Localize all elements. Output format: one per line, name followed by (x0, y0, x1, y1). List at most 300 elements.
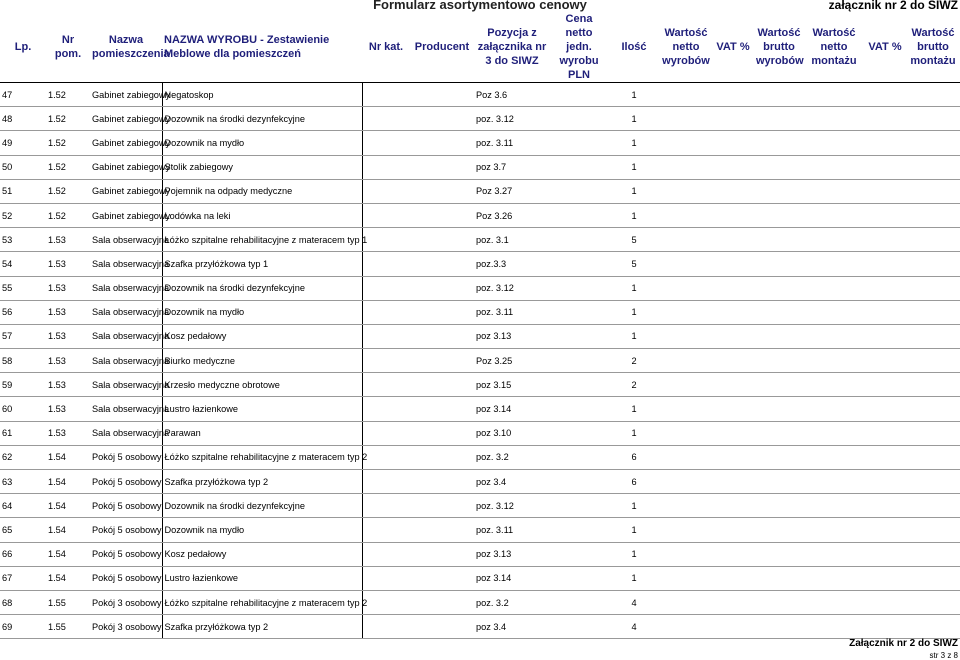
cell-producent (410, 276, 474, 300)
cell-wartosc-brutto-montazu (906, 324, 960, 348)
cell-wartosc-brutto-wyrobow (754, 470, 804, 494)
cell-vat-montazu (864, 83, 906, 107)
cell-room: Gabinet zabiegowy (90, 131, 162, 155)
cell-wartosc-brutto-montazu (906, 349, 960, 373)
cell-ilosc: 4 (608, 615, 660, 639)
cell-producent (410, 107, 474, 131)
cell-product-name: Negatoskop (162, 83, 362, 107)
table-row (0, 252, 960, 276)
cell-product-name: Lustro łazienkowe (162, 397, 362, 421)
cell-vat-montazu (864, 155, 906, 179)
cell-lp: 58 (0, 349, 46, 373)
cell-wartosc-brutto-montazu (906, 300, 960, 324)
cell-producent (410, 470, 474, 494)
table-row (0, 131, 960, 155)
cell-nr-kat (362, 300, 410, 324)
cell-room: Gabinet zabiegowy (90, 179, 162, 203)
cell-pozycja: poz. 3.12 (474, 276, 550, 300)
cell-nr-kat (362, 179, 410, 203)
cell-vat-wyrobow (712, 542, 754, 566)
cell-ilosc: 1 (608, 155, 660, 179)
cell-lp: 64 (0, 494, 46, 518)
col-wartosc-brutto-wyrobow: Wartość brutto wyrobów (754, 12, 804, 83)
cell-producent (410, 542, 474, 566)
cell-room: Gabinet zabiegowy (90, 107, 162, 131)
cell-wartosc-netto-montazu (804, 83, 864, 107)
cell-wartosc-netto-wyrobow (660, 252, 712, 276)
cell-nr-kat (362, 373, 410, 397)
cell-product-name: Łóżko szpitalne rehabilitacyjne z materacem typ 2 (162, 445, 362, 469)
table-row (0, 373, 960, 397)
col-nr-kat: Nr kat. (362, 12, 410, 83)
cell-producent (410, 300, 474, 324)
cell-wartosc-brutto-wyrobow (754, 373, 804, 397)
cell-wartosc-netto-montazu (804, 131, 864, 155)
cell-cena-netto (550, 228, 608, 252)
cell-lp: 67 (0, 566, 46, 590)
cell-nr-pom: 1.53 (46, 397, 90, 421)
cell-ilosc: 1 (608, 324, 660, 348)
cell-lp: 62 (0, 445, 46, 469)
col-wartosc-netto-montazu: Wartość netto montażu (804, 12, 864, 83)
table-row (0, 566, 960, 590)
cell-pozycja: poz. 3.1 (474, 228, 550, 252)
cell-ilosc: 1 (608, 131, 660, 155)
cell-nr-pom: 1.53 (46, 421, 90, 445)
cell-nr-kat (362, 566, 410, 590)
cell-product-name: Szafka przyłóżkowa typ 1 (162, 252, 362, 276)
cell-nr-pom: 1.52 (46, 155, 90, 179)
table-header-row (0, 12, 960, 83)
cell-room: Gabinet zabiegowy (90, 155, 162, 179)
cell-wartosc-netto-wyrobow (660, 107, 712, 131)
cell-nr-kat (362, 203, 410, 227)
cell-nr-kat (362, 397, 410, 421)
cell-vat-wyrobow (712, 518, 754, 542)
cell-cena-netto (550, 445, 608, 469)
cell-wartosc-netto-montazu (804, 179, 864, 203)
table-row (0, 445, 960, 469)
cell-pozycja: poz 3.4 (474, 470, 550, 494)
cell-cena-netto (550, 300, 608, 324)
cell-wartosc-brutto-montazu (906, 470, 960, 494)
table-row (0, 494, 960, 518)
col-nazwa-wyrobu: NAZWA WYROBU - Zestawienie Meblowe dla pomieszczeń (162, 12, 362, 83)
cell-nr-pom: 1.53 (46, 252, 90, 276)
cell-pozycja: poz 3.10 (474, 421, 550, 445)
cell-wartosc-brutto-montazu (906, 542, 960, 566)
col-wartosc-netto-wyrobow: Wartość netto wyrobów (660, 12, 712, 83)
cell-nr-pom: 1.54 (46, 445, 90, 469)
cell-wartosc-brutto-montazu (906, 83, 960, 107)
cell-pozycja: poz. 3.2 (474, 445, 550, 469)
cell-wartosc-netto-montazu (804, 470, 864, 494)
cell-wartosc-netto-wyrobow (660, 276, 712, 300)
cell-wartosc-brutto-wyrobow (754, 276, 804, 300)
cell-vat-wyrobow (712, 349, 754, 373)
cell-producent (410, 397, 474, 421)
cell-lp: 56 (0, 300, 46, 324)
cell-wartosc-brutto-montazu (906, 397, 960, 421)
cell-product-name: Dozownik na mydło (162, 131, 362, 155)
cell-product-name: Stolik zabiegowy (162, 155, 362, 179)
cell-vat-montazu (864, 445, 906, 469)
cell-vat-montazu (864, 470, 906, 494)
cell-ilosc: 1 (608, 542, 660, 566)
table-row (0, 276, 960, 300)
cell-lp: 65 (0, 518, 46, 542)
cell-product-name: Kosz pedałowy (162, 324, 362, 348)
col-producent: Producent (410, 12, 474, 83)
cell-lp: 59 (0, 373, 46, 397)
cell-pozycja: poz 3.15 (474, 373, 550, 397)
cell-producent (410, 179, 474, 203)
cell-nr-pom: 1.54 (46, 566, 90, 590)
cell-wartosc-netto-montazu (804, 566, 864, 590)
cell-lp: 52 (0, 203, 46, 227)
cell-vat-wyrobow (712, 300, 754, 324)
cell-wartosc-brutto-wyrobow (754, 590, 804, 614)
cell-room: Pokój 5 osobowy (90, 542, 162, 566)
cell-pozycja: Poz 3.27 (474, 179, 550, 203)
cell-room: Gabinet zabiegowy (90, 203, 162, 227)
cell-producent (410, 373, 474, 397)
cell-product-name: Dozownik na środki dezynfekcyjne (162, 494, 362, 518)
cell-cena-netto (550, 349, 608, 373)
cell-wartosc-netto-montazu (804, 155, 864, 179)
cell-vat-wyrobow (712, 83, 754, 107)
cell-nr-pom: 1.52 (46, 107, 90, 131)
cell-cena-netto (550, 542, 608, 566)
cell-nr-pom: 1.54 (46, 494, 90, 518)
cell-vat-montazu (864, 203, 906, 227)
cell-nr-kat (362, 228, 410, 252)
cell-room: Sala obserwacyjna (90, 397, 162, 421)
cell-wartosc-netto-wyrobow (660, 518, 712, 542)
cell-ilosc: 1 (608, 300, 660, 324)
table-row (0, 542, 960, 566)
cell-wartosc-brutto-wyrobow (754, 83, 804, 107)
cell-cena-netto (550, 494, 608, 518)
table-row (0, 615, 960, 639)
cell-wartosc-netto-montazu (804, 228, 864, 252)
cell-vat-montazu (864, 421, 906, 445)
cell-vat-wyrobow (712, 445, 754, 469)
cell-producent (410, 615, 474, 639)
cell-pozycja: poz 3.13 (474, 542, 550, 566)
cell-cena-netto (550, 131, 608, 155)
cell-vat-wyrobow (712, 324, 754, 348)
cell-ilosc: 6 (608, 445, 660, 469)
cell-producent (410, 155, 474, 179)
cell-pozycja: Poz 3.25 (474, 349, 550, 373)
cell-vat-montazu (864, 542, 906, 566)
cell-cena-netto (550, 203, 608, 227)
cell-producent (410, 83, 474, 107)
cell-cena-netto (550, 615, 608, 639)
cell-room: Pokój 5 osobowy (90, 518, 162, 542)
cell-nr-kat (362, 470, 410, 494)
cell-room: Sala obserwacyjna (90, 324, 162, 348)
cell-wartosc-netto-montazu (804, 518, 864, 542)
cell-wartosc-brutto-wyrobow (754, 397, 804, 421)
cell-vat-montazu (864, 324, 906, 348)
cell-wartosc-netto-wyrobow (660, 615, 712, 639)
cell-vat-montazu (864, 397, 906, 421)
col-wartosc-brutto-montazu: Wartość brutto montażu (906, 12, 960, 83)
cell-lp: 54 (0, 252, 46, 276)
cell-room: Sala obserwacyjna (90, 252, 162, 276)
cell-vat-wyrobow (712, 228, 754, 252)
cell-pozycja: poz.3.3 (474, 252, 550, 276)
cell-product-name: Lodówka na leki (162, 203, 362, 227)
cell-wartosc-netto-wyrobow (660, 373, 712, 397)
cell-wartosc-brutto-montazu (906, 203, 960, 227)
table-row (0, 228, 960, 252)
cell-room: Pokój 3 osobowy (90, 590, 162, 614)
cell-nr-kat (362, 445, 410, 469)
cell-vat-montazu (864, 131, 906, 155)
cell-nr-pom: 1.53 (46, 300, 90, 324)
product-table (0, 12, 960, 639)
cell-nr-kat (362, 83, 410, 107)
cell-pozycja: poz. 3.11 (474, 300, 550, 324)
cell-nr-pom: 1.53 (46, 373, 90, 397)
cell-wartosc-netto-montazu (804, 373, 864, 397)
cell-vat-montazu (864, 107, 906, 131)
cell-producent (410, 324, 474, 348)
cell-wartosc-brutto-wyrobow (754, 518, 804, 542)
cell-pozycja: poz 3.4 (474, 615, 550, 639)
cell-cena-netto (550, 421, 608, 445)
cell-room: Sala obserwacyjna (90, 276, 162, 300)
cell-cena-netto (550, 107, 608, 131)
cell-producent (410, 203, 474, 227)
cell-nr-kat (362, 615, 410, 639)
cell-nr-pom: 1.55 (46, 615, 90, 639)
cell-wartosc-netto-montazu (804, 542, 864, 566)
table-row (0, 518, 960, 542)
cell-lp: 66 (0, 542, 46, 566)
cell-wartosc-brutto-montazu (906, 252, 960, 276)
col-nr-pom: Nr pom. (46, 12, 90, 83)
cell-nr-pom: 1.55 (46, 590, 90, 614)
cell-nr-kat (362, 324, 410, 348)
cell-vat-wyrobow (712, 131, 754, 155)
cell-cena-netto (550, 83, 608, 107)
table-row (0, 179, 960, 203)
cell-pozycja: poz 3.7 (474, 155, 550, 179)
cell-product-name: Szafka przyłóżkowa typ 2 (162, 615, 362, 639)
cell-nr-pom: 1.54 (46, 518, 90, 542)
cell-pozycja: poz. 3.11 (474, 518, 550, 542)
cell-lp: 69 (0, 615, 46, 639)
cell-room: Sala obserwacyjna (90, 349, 162, 373)
cell-wartosc-netto-montazu (804, 421, 864, 445)
cell-vat-wyrobow (712, 107, 754, 131)
cell-vat-wyrobow (712, 470, 754, 494)
cell-wartosc-netto-wyrobow (660, 421, 712, 445)
cell-ilosc: 1 (608, 276, 660, 300)
footer-attachment: Załącznik nr 2 do SIWZ (849, 638, 958, 649)
cell-nr-pom: 1.53 (46, 276, 90, 300)
cell-nr-pom: 1.53 (46, 324, 90, 348)
cell-product-name: Krzesło medyczne obrotowe (162, 373, 362, 397)
table-row (0, 397, 960, 421)
cell-room: Pokój 5 osobowy (90, 470, 162, 494)
cell-nr-kat (362, 590, 410, 614)
cell-room: Pokój 3 osobowy (90, 615, 162, 639)
cell-lp: 63 (0, 470, 46, 494)
cell-wartosc-brutto-montazu (906, 421, 960, 445)
cell-ilosc: 1 (608, 518, 660, 542)
cell-producent (410, 228, 474, 252)
cell-lp: 48 (0, 107, 46, 131)
cell-product-name: Lustro łazienkowe (162, 566, 362, 590)
cell-cena-netto (550, 518, 608, 542)
cell-product-name: Pojemnik na odpady medyczne (162, 179, 362, 203)
cell-pozycja: Poz 3.6 (474, 83, 550, 107)
cell-lp: 55 (0, 276, 46, 300)
cell-vat-montazu (864, 590, 906, 614)
cell-vat-wyrobow (712, 566, 754, 590)
cell-wartosc-netto-montazu (804, 324, 864, 348)
cell-wartosc-netto-montazu (804, 300, 864, 324)
cell-producent (410, 349, 474, 373)
cell-product-name: Łóżko szpitalne rehabilitacyjne z materacem typ 1 (162, 228, 362, 252)
cell-nr-kat (362, 155, 410, 179)
cell-vat-wyrobow (712, 494, 754, 518)
cell-vat-montazu (864, 373, 906, 397)
cell-vat-montazu (864, 615, 906, 639)
col-vat-montazu: VAT % (864, 12, 906, 83)
cell-nr-pom: 1.52 (46, 131, 90, 155)
cell-wartosc-netto-montazu (804, 107, 864, 131)
cell-wartosc-netto-wyrobow (660, 470, 712, 494)
cell-vat-montazu (864, 349, 906, 373)
cell-ilosc: 4 (608, 590, 660, 614)
cell-pozycja: poz. 3.2 (474, 590, 550, 614)
cell-wartosc-brutto-montazu (906, 615, 960, 639)
cell-vat-wyrobow (712, 397, 754, 421)
cell-ilosc: 1 (608, 83, 660, 107)
cell-vat-wyrobow (712, 421, 754, 445)
cell-cena-netto (550, 179, 608, 203)
cell-nr-pom: 1.53 (46, 349, 90, 373)
cell-pozycja: poz. 3.11 (474, 131, 550, 155)
cell-nr-kat (362, 518, 410, 542)
cell-wartosc-brutto-montazu (906, 228, 960, 252)
cell-wartosc-brutto-montazu (906, 155, 960, 179)
cell-nr-pom: 1.53 (46, 228, 90, 252)
col-vat-wyrobow: VAT % (712, 12, 754, 83)
cell-cena-netto (550, 590, 608, 614)
cell-nr-kat (362, 421, 410, 445)
cell-ilosc: 2 (608, 349, 660, 373)
cell-ilosc: 1 (608, 494, 660, 518)
cell-producent (410, 518, 474, 542)
cell-wartosc-brutto-wyrobow (754, 107, 804, 131)
cell-lp: 57 (0, 324, 46, 348)
cell-vat-montazu (864, 252, 906, 276)
cell-cena-netto (550, 252, 608, 276)
cell-room: Sala obserwacyjna (90, 300, 162, 324)
cell-wartosc-netto-wyrobow (660, 83, 712, 107)
cell-room: Sala obserwacyjna (90, 373, 162, 397)
cell-cena-netto (550, 566, 608, 590)
cell-nr-kat (362, 542, 410, 566)
cell-product-name: Dozownik na środki dezynfekcyjne (162, 276, 362, 300)
cell-vat-montazu (864, 566, 906, 590)
cell-ilosc: 5 (608, 252, 660, 276)
cell-cena-netto (550, 276, 608, 300)
cell-room: Gabinet zabiegowy (90, 83, 162, 107)
cell-vat-montazu (864, 518, 906, 542)
table-row (0, 203, 960, 227)
cell-product-name: Kosz pedałowy (162, 542, 362, 566)
cell-wartosc-brutto-wyrobow (754, 155, 804, 179)
cell-wartosc-netto-wyrobow (660, 324, 712, 348)
cell-wartosc-brutto-wyrobow (754, 615, 804, 639)
cell-wartosc-netto-wyrobow (660, 542, 712, 566)
cell-nr-kat (362, 131, 410, 155)
cell-wartosc-brutto-wyrobow (754, 542, 804, 566)
cell-vat-wyrobow (712, 179, 754, 203)
cell-vat-wyrobow (712, 590, 754, 614)
cell-wartosc-netto-wyrobow (660, 397, 712, 421)
page-number: str 3 z 8 (929, 651, 958, 660)
cell-pozycja: poz 3.13 (474, 324, 550, 348)
cell-lp: 53 (0, 228, 46, 252)
col-pozycja: Pozycja z załącznika nr 3 do SIWZ (474, 12, 550, 83)
cell-lp: 51 (0, 179, 46, 203)
cell-vat-montazu (864, 276, 906, 300)
cell-product-name: Parawan (162, 421, 362, 445)
cell-ilosc: 1 (608, 203, 660, 227)
col-lp: Lp. (0, 12, 46, 83)
cell-nr-pom: 1.54 (46, 542, 90, 566)
cell-wartosc-netto-wyrobow (660, 300, 712, 324)
cell-room: Pokój 5 osobowy (90, 445, 162, 469)
cell-product-name: Dozownik na mydło (162, 518, 362, 542)
cell-wartosc-brutto-montazu (906, 518, 960, 542)
cell-wartosc-netto-wyrobow (660, 590, 712, 614)
cell-wartosc-netto-montazu (804, 276, 864, 300)
cell-pozycja: poz 3.14 (474, 397, 550, 421)
cell-vat-montazu (864, 228, 906, 252)
cell-wartosc-brutto-wyrobow (754, 179, 804, 203)
cell-cena-netto (550, 155, 608, 179)
cell-wartosc-brutto-wyrobow (754, 252, 804, 276)
table-row (0, 300, 960, 324)
cell-wartosc-netto-wyrobow (660, 203, 712, 227)
cell-ilosc: 1 (608, 566, 660, 590)
table-row (0, 324, 960, 348)
cell-lp: 50 (0, 155, 46, 179)
cell-vat-montazu (864, 179, 906, 203)
cell-wartosc-netto-montazu (804, 252, 864, 276)
cell-pozycja: poz. 3.12 (474, 107, 550, 131)
cell-vat-wyrobow (712, 155, 754, 179)
cell-lp: 49 (0, 131, 46, 155)
cell-vat-wyrobow (712, 276, 754, 300)
cell-producent (410, 445, 474, 469)
cell-lp: 47 (0, 83, 46, 107)
cell-wartosc-brutto-wyrobow (754, 421, 804, 445)
cell-producent (410, 590, 474, 614)
cell-cena-netto (550, 470, 608, 494)
cell-wartosc-netto-montazu (804, 590, 864, 614)
